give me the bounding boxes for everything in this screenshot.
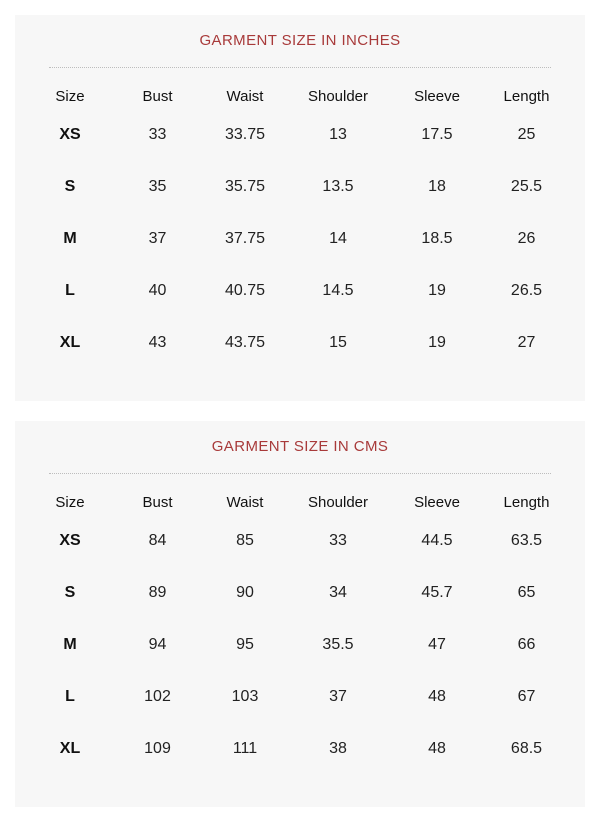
table-cell: 17.5 <box>421 126 453 143</box>
table-cell: 19 <box>428 334 446 351</box>
table-cell: 14.5 <box>322 282 354 299</box>
column-header: Length <box>503 493 550 511</box>
table-cell: 26 <box>517 230 536 247</box>
size-cell: L <box>65 688 75 705</box>
table-cell: 43 <box>148 334 167 351</box>
table-cell: 34 <box>329 584 347 601</box>
size-cell: M <box>63 636 77 653</box>
column-header: Waist <box>226 493 264 511</box>
column-header: Bust <box>142 87 173 105</box>
table-cell: 25.5 <box>510 178 543 195</box>
table-cell: 43.75 <box>224 334 266 351</box>
size-cell: XL <box>59 334 81 351</box>
table-cell: 90 <box>236 584 254 601</box>
title-divider <box>49 67 551 68</box>
table-cell: 45.7 <box>421 584 453 601</box>
table-cell: 102 <box>144 688 171 705</box>
table-row <box>30 515 570 567</box>
table-cell: 25 <box>517 126 536 143</box>
table-cell: 40.75 <box>224 282 266 299</box>
size-cell: XS <box>59 532 81 549</box>
table-row <box>30 213 570 265</box>
table-cell: 94 <box>148 636 167 653</box>
table-cell: 13.5 <box>322 178 354 195</box>
table-row <box>30 723 570 775</box>
table-cell: 19 <box>428 282 446 299</box>
table-cell: 84 <box>148 532 167 549</box>
table-cell: 13 <box>329 126 347 143</box>
table-cell: 35 <box>148 178 167 195</box>
table-cell: 37 <box>148 230 167 247</box>
table-cell: 48 <box>428 740 446 757</box>
size-cell: M <box>63 230 77 247</box>
table-row <box>30 671 570 723</box>
column-header: Size <box>55 493 85 511</box>
table-cell: 44.5 <box>421 532 453 549</box>
table-row <box>30 619 570 671</box>
column-header: Sleeve <box>414 493 460 511</box>
column-header: Length <box>503 87 550 105</box>
table-cell: 38 <box>329 740 347 757</box>
table-row <box>30 265 570 317</box>
size-cell: XS <box>59 126 81 143</box>
table-cell: 33 <box>329 532 347 549</box>
table-cell: 68.5 <box>510 740 543 757</box>
column-header: Bust <box>142 493 173 511</box>
table-title-cms: GARMENT SIZE IN CMS <box>211 438 389 455</box>
size-table-inches <box>30 83 570 369</box>
table-cell: 15 <box>329 334 347 351</box>
table-cell: 89 <box>148 584 167 601</box>
column-header: Waist <box>226 87 264 105</box>
table-cell: 27 <box>517 334 536 351</box>
table-cell: 37 <box>329 688 347 705</box>
table-cell: 18 <box>428 178 446 195</box>
table-row <box>30 161 570 213</box>
table-row <box>30 317 570 369</box>
table-cell: 14 <box>329 230 347 247</box>
title-divider <box>49 473 551 474</box>
size-cell: S <box>64 584 76 601</box>
table-cell: 33 <box>148 126 167 143</box>
table-cell: 48 <box>428 688 446 705</box>
table-title-inches: GARMENT SIZE IN INCHES <box>199 32 401 49</box>
column-header: Size <box>55 87 85 105</box>
table-row <box>30 567 570 619</box>
table-cell: 33.75 <box>224 126 266 143</box>
table-header-row <box>30 83 570 109</box>
table-cell: 111 <box>232 740 258 757</box>
table-cell: 37.75 <box>224 230 266 247</box>
size-cell: XL <box>59 740 81 757</box>
table-cell: 26.5 <box>510 282 543 299</box>
table-cell: 40 <box>148 282 167 299</box>
table-cell: 67 <box>517 688 536 705</box>
table-row <box>30 109 570 161</box>
table-cell: 47 <box>428 636 446 653</box>
column-header: Sleeve <box>414 87 460 105</box>
column-header: Shoulder <box>307 493 369 511</box>
size-table-cms <box>30 489 570 775</box>
table-cell: 109 <box>144 740 171 757</box>
table-header-row <box>30 489 570 515</box>
column-header: Shoulder <box>307 87 369 105</box>
table-cell: 65 <box>517 584 536 601</box>
table-cell: 63.5 <box>510 532 543 549</box>
table-cell: 95 <box>236 636 254 653</box>
size-chart-cms-card <box>15 421 585 807</box>
table-cell: 35.75 <box>224 178 266 195</box>
table-cell: 18.5 <box>421 230 453 247</box>
size-cell: S <box>64 178 76 195</box>
size-chart-inches-card <box>15 15 585 401</box>
table-cell: 85 <box>236 532 254 549</box>
table-cell: 103 <box>231 688 259 705</box>
table-cell: 66 <box>517 636 536 653</box>
table-cell: 35.5 <box>322 636 354 653</box>
size-cell: L <box>65 282 75 299</box>
